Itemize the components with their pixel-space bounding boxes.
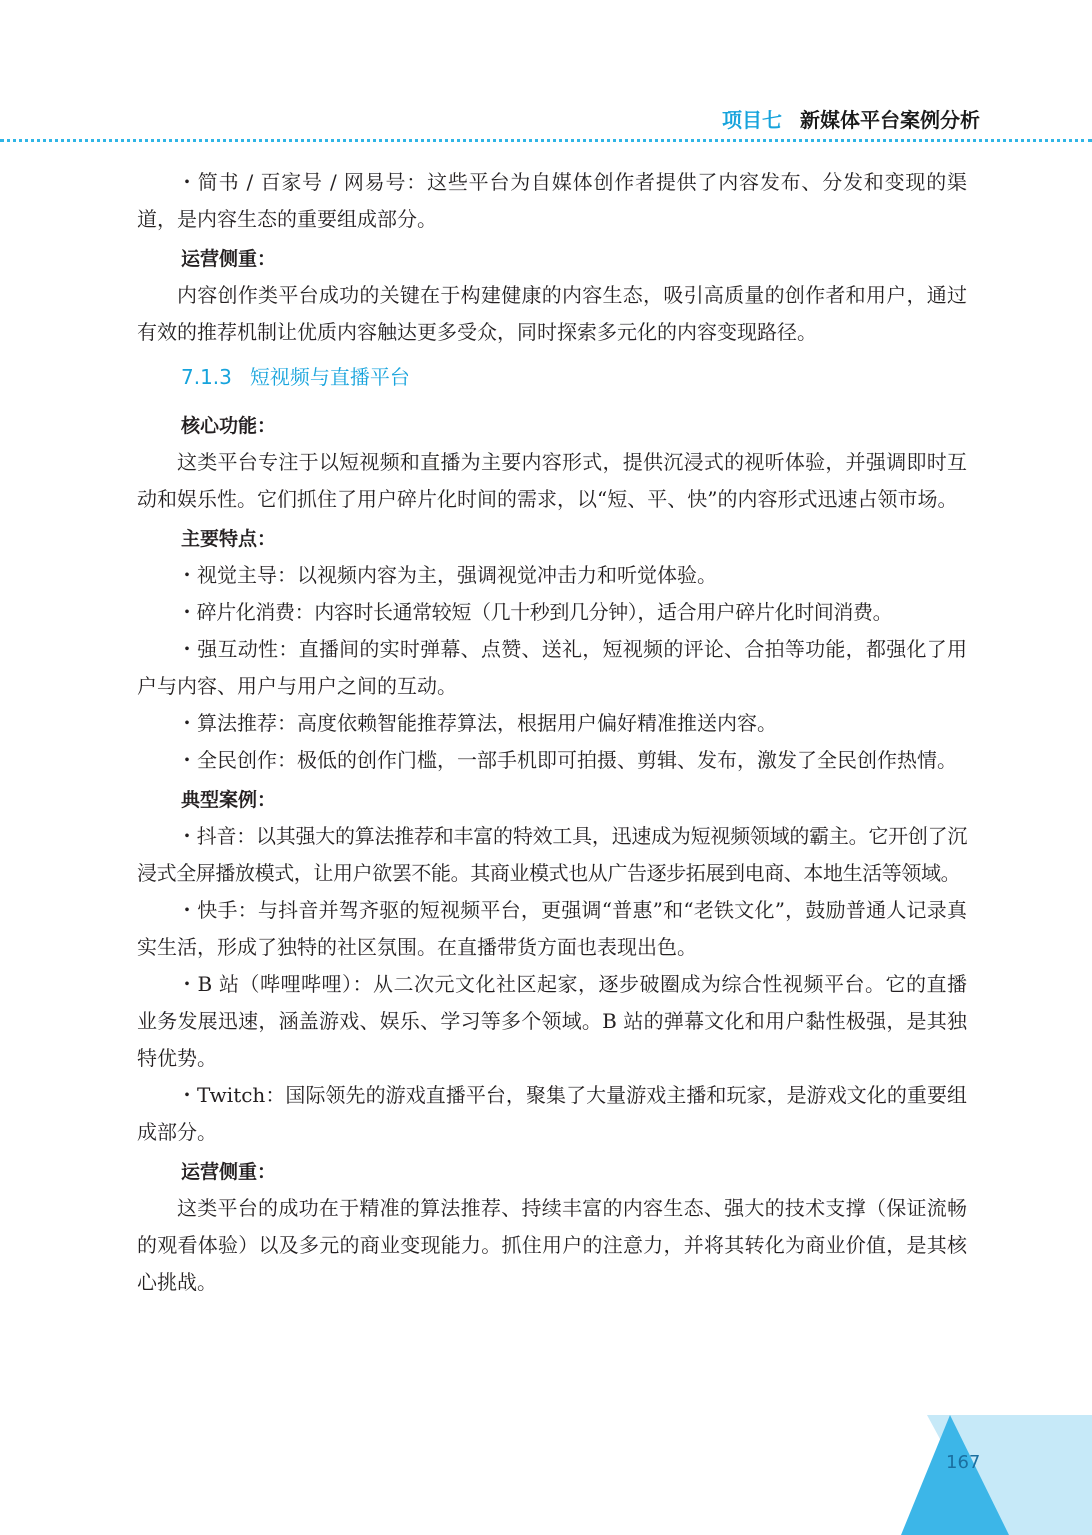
- bullet-item: ・碎片化消费：内容时长通常较短（几十秒到几分钟），适合用户碎片化时间消费。: [177, 600, 893, 624]
- running-header: [722, 104, 980, 133]
- subheading: 运营侧重：: [181, 1161, 277, 1183]
- bullet-item: ・视觉主导：以视频内容为主，强调视觉冲击力和听觉体验。: [177, 563, 717, 587]
- bullet-item: ・全民创作：极低的创作门槛，一部手机即可拍摄、剪辑、发布，激发了全民创作热情。: [177, 748, 957, 772]
- bullet-item: ・快手：与抖音并驾齐驱的短视频平台，更强调“普惠”和“老铁文化”，鼓励普通人记录真实生活，形成了独特的社区氛围。在直播带货方面也表现出色。: [137, 898, 967, 959]
- paragraph: 这类平台专注于以短视频和直播为主要内容形式，提供沉浸式的视听体验，并强调即时互动和娱乐性。它们抓住了用户碎片化时间的需求，以“短、平、快”的内容形式迅速占领市场。: [137, 450, 967, 511]
- paragraph: ・简书 / 百家号 / 网易号：这些平台为自媒体创作者提供了内容发布、分发和变现的渠道，是内容生态的重要组成部分。: [137, 170, 967, 231]
- bullet-item: ・B 站（哔哩哔哩）：从二次元文化社区起家，逐步破圈成为综合性视频平台。它的直播业务发展迅速，涵盖游戏、娱乐、学习等多个领域。B 站的弹幕文化和用户黏性极强，是其独特优势。: [137, 972, 967, 1070]
- subheading: 核心功能：: [181, 415, 277, 437]
- project-label: 项目七: [722, 108, 782, 132]
- page-number: 167: [946, 1452, 981, 1473]
- paragraph: 内容创作类平台成功的关键在于构建健康的内容生态，吸引高质量的创作者和用户，通过有效的推荐机制让优质内容触达更多受众，同时探索多元化的内容变现路径。: [137, 283, 967, 344]
- subheading: 主要特点：: [181, 528, 277, 550]
- paragraph: 这类平台的成功在于精准的算法推荐、持续丰富的内容生态、强大的技术支撑（保证流畅的观看体验）以及多元的商业变现能力。抓住用户的注意力，并将其转化为商业价值，是其核心挑战。: [137, 1196, 967, 1294]
- bullet-item: ・强互动性：直播间的实时弹幕、点赞、送礼，短视频的评论、合拍等功能，都强化了用户与内容、用户与用户之间的互动。: [137, 637, 967, 698]
- chapter-title: 新媒体平台案例分析: [800, 108, 980, 132]
- bullet-item: ・算法推荐：高度依赖智能推荐算法，根据用户偏好精准推送内容。: [177, 711, 777, 735]
- section-heading: [137, 359, 967, 395]
- page-body: [137, 164, 967, 1301]
- subheading: 典型案例：: [181, 789, 277, 811]
- section-title: 短视频与直播平台: [249, 365, 410, 389]
- bullet-item: ・抖音：以其强大的算法推荐和丰富的特效工具，迅速成为短视频领域的霸主。它开创了沉浸式全屏播放模式，让用户欲罢不能。其商业模式也从广告逐步拓展到电商、本地生活等领域。: [137, 824, 967, 885]
- bullet-item: ・Twitch：国际领先的游戏直播平台，聚集了大量游戏主播和玩家，是游戏文化的重要组成部分。: [137, 1083, 967, 1144]
- header-dotted-rule: [0, 139, 1092, 142]
- page-corner-decoration: [892, 1415, 1092, 1535]
- section-number: 7.1.3: [181, 365, 232, 389]
- subheading: 运营侧重：: [181, 248, 277, 270]
